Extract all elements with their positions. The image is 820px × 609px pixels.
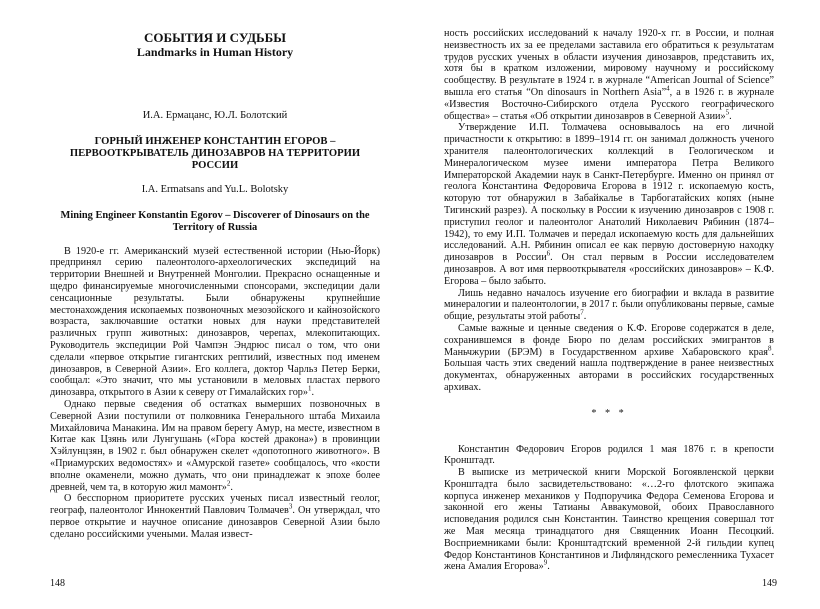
section-title: СОБЫТИЯ И СУДЬБЫ xyxy=(144,30,286,45)
page-number: 149 xyxy=(762,578,777,589)
authors-russian: И.А. Ермацанс, Ю.Л. Болотский xyxy=(142,110,288,121)
paragraph: Лишь недавно началось изучение его биографии и вклада в развитие минералогии и палеонтологии, в 2017 г. были опубликованы первые, самые общие, результаты этой работы$^7$. xyxy=(444,287,774,323)
paragraph: Константин Федорович Егоров родился 1 мая 1876 г. в крепости Кронштадт. xyxy=(444,443,774,467)
paragraph: Утверждение И.П. Толмачева основывалось на его личной причастности к открытию: в 1899–1914 гг. он занимал должность ученого хранителя палеонтологических коллекций в Геологическом и Минералогическом музее имени императора Петра Великого Императорской Академии наук в Санкт-Петербурге. Именно он принял от геолога Константина Федоровича Егорова в 1912 г. ископаемую кость, которую тот обнаружил в Забайкалье в Тарбогатайских копях (ныне Тигинский разрез). А поскольку в России к изучению динозавров с 1908 г. приступил геолог и палеонтолог Анатолий Николаевич Рябинин (1874–1942), то ему И.П. Толмачев и передал ископаемую кость для дальнейших исследований. А.Н. Рябинин описал ее как первую достоверную находку динозавров в России$^6$. Он стал первым в России исследователем динозавров. А вот имя первооткрывателя «российских динозавров» – К.Ф. Егорова – было забыто. xyxy=(444,122,774,287)
article-title-russian: ГОРНЫЙ ИНЖЕНЕР КОНСТАНТИН ЕГОРОВ – ПЕРВООТКРЫВАТЕЛЬ ДИНОЗАВРОВ НА ТЕРРИТОРИИ РОССИИ xyxy=(69,135,361,171)
footnote-ref[interactable]: 7 xyxy=(580,308,584,317)
left-page xyxy=(50,28,380,541)
paragraph: Однако первые сведения об остатках вымерших позвоночных в Северной Азии поступили от полковника Генерального штаба Михаила Михайловича Манакина. Им на правом берегу Амур, на месте, известном в Китае как Цзянь или Лунгушань («Гора костей дракона») в провинции Хэйлунцзян, в 1902 г. был обнаружен скелет «допотопного животного». В «Приамурских ведомостях» и «Амурской газете» сообщалось, что «кости вполне окаменели, можно думать, что они принадлежат к эпохе более древней, чем та, в которую жил мамонт»$^2$. xyxy=(50,398,380,493)
authors-english: I.A. Ermatsans and Yu.L. Bolotsky xyxy=(141,183,289,195)
section-subtitle: Landmarks in Human History xyxy=(136,45,294,59)
footnote-ref[interactable]: 3 xyxy=(288,502,293,511)
paragraph: В 1920-е гг. Американский музей естественной истории (Нью-Йорк) предпринял серию палеонтолого-археологических экспедиций на территории Внешней и Внутренней Монголии. Прекрасно оснащенные и щедро финансируемые многочисленными спонсорами, экспедиции дали сенсационные результаты. Были обнаружены крупнейшие местонахождения ископаемых позвоночных мезозойского и кайнозойского возраста, заключавшие остатки новых для науки представителей различных групп животных: динозавров, черепах, млекопитающих. Руководитель экспедиции Рой Чампэн Эндрюс писал о том, что они сделали «первое открытие гигантских рептилий, известных под именем динозавров, в Северной Азии». Его коллега, доктор Чарльз Петер Берки, сообщал: «Это значит, что мы установили в меловых пластах первого динозавра, открытого в Азии к северу от Гималайских гор»$^1$. xyxy=(50,245,380,399)
paragraph: ность российских исследований к началу 1920-х гг. в России, и полная неизвестность их за ее пределами заставила его обратиться к результатам трудов русских ученых в области изучения динозавров, представить их, хотя бы в кратком изложении, мировому научному и российскому сообществу. В результате в 1924 г. в журнале “American Journal of Science” вышла его статья “On dinosaurs in Northern Asia”$^4$, а в 1926 г. в журнале «Известия Восточно-Сибирского отдела Русского географического общества» – статья «Об открытии динозавров в Северной Азии»$^5$. xyxy=(444,28,774,122)
footnote-ref[interactable]: 8 xyxy=(767,344,772,353)
section-separator: * * * xyxy=(591,407,627,419)
page-number: 148 xyxy=(50,578,65,589)
footnote-ref[interactable]: 5 xyxy=(725,108,730,117)
paragraph: Самые важные и ценные сведения о К.Ф. Егорове содержатся в деле, сохранившемся в фонде Бюро по делам российских эмигрантов в Маньчжурии (БРЭМ) в Государственном архиве Хабаровского края$^8$. Большая часть этих сведений нашла подтверждение в ранее неизвестных документах, обнаруженных авторами в российских государственных архивах. xyxy=(444,322,774,393)
footnote-ref[interactable]: 4 xyxy=(666,84,670,93)
footnote-ref[interactable]: 6 xyxy=(546,249,551,258)
footnote-ref[interactable]: 2 xyxy=(226,479,231,488)
paragraph: О бесспорном приоритете русских ученых писал известный геолог, географ, палеонтолог Иннокентий Павлович Толмачев$^3$. Он утверждал, что первое открытие и научное описание динозавров Северной Азии было сделано российскими учеными. Малая извест- xyxy=(50,493,380,540)
right-page xyxy=(444,28,774,573)
article-title-english: Mining Engineer Konstantin Egorov – Discoverer of Dinosaurs on the Territory of Russia xyxy=(60,209,370,233)
footnote-ref[interactable]: 1 xyxy=(307,384,312,393)
paragraph: В выписке из метрической книги Морской Богоявленской церкви Кронштадта было засвидетельствовано: «…2-го флотского экипажа корпуса инженер механиков у Подпоручика Федора Семенова Егорова и законной его жены Татианы Аввакумовой, обоих Православного исповедания родился сын Константин. Таинство крещения совершал тот же Мая месяца тринадцатого дня Священник Иоанн Песоцкий. Восприемниками были: Кронштадтский временной 2-й гильдии купец Федор Константинов Константинов и Лифляндского ремесленника Тухасет жена Амалия Егорова»$^9$. xyxy=(444,467,774,573)
footnote-ref[interactable]: 9 xyxy=(543,559,548,568)
